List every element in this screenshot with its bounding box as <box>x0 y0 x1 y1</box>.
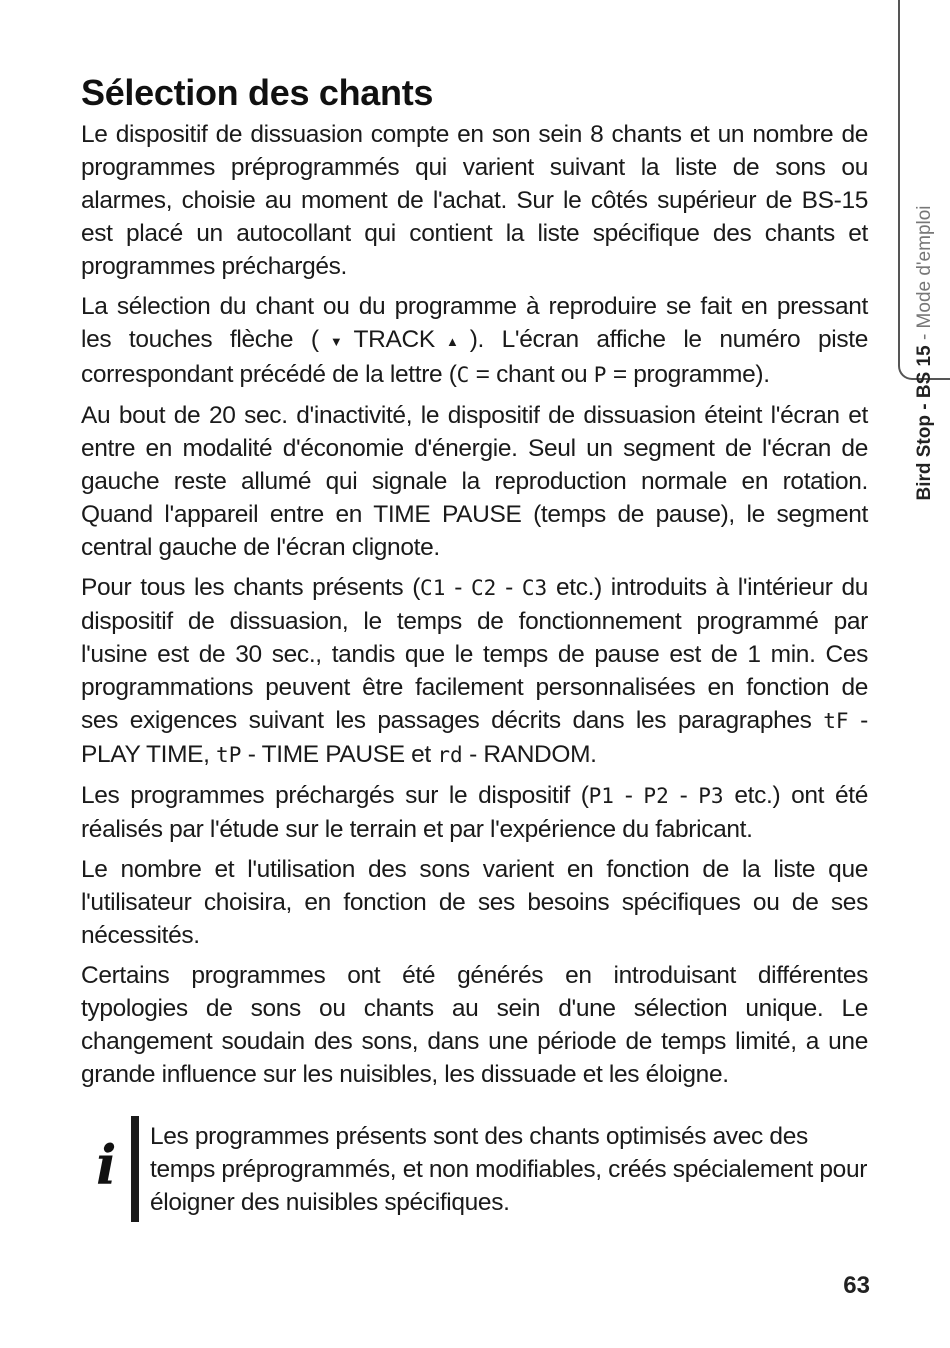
note-bar <box>131 1116 139 1222</box>
segment-c1: C1 <box>420 576 446 600</box>
paragraph-usage: Le nombre et l'utilisation des sons varient en fonction de la liste que l'utilisateur choisira, en fonction de ses besoins spécifiques ou de ses nécessités. <box>81 856 868 949</box>
paragraph-intro: Le dispositif de dissuasion compte en son sein 8 chants et un nombre de programmes préprogrammés qui varient suivant la liste de sons ou alarmes, choisie au moment de l'achat. Sur le côtés supérieur de BS-15 est placé un autocollant qui contient la liste spécifique des chants et programmes préchargés. <box>81 121 868 280</box>
segment-c: C <box>456 363 470 387</box>
paragraph-inactivity: Au bout de 20 sec. d'inactivité, le dispositif de dissuasion éteint l'écran et entre en modalité d'économie d'énergie. Seul un segment de l'écran de gauche reste allumé qui signale la reproduction normale en rotation. Quand l'appareil entre en TIME PAUSE (temps de pause), le segment central gauche de l'écran clignote. <box>81 402 868 561</box>
note-text: Les programmes présents sont des chants optimisés avec des temps préprogrammés, et non modifiables, créés spécialement pour éloigner des nuisibles spécifiques. <box>150 1123 868 1216</box>
segment-p3: P3 <box>698 784 724 808</box>
track-label: TRACK <box>353 326 435 353</box>
info-note <box>96 1116 876 1222</box>
text: = programme). <box>606 361 770 388</box>
segment-tp: tP <box>216 743 242 767</box>
text: - TIME PAUSE et <box>241 741 438 768</box>
text: La sélection du chant ou du programme à reproduire se fait en pressant les touches flèche ( <box>81 293 868 353</box>
separator: - <box>496 574 522 601</box>
text: etc.) introduits à l'intérieur du dispositif de dissuasion, le temps de fonctionnement programmé par l'usine est de 30 sec., tandis que le temps de pause est de 1 min. Ces programmations peuvent être facilement personnalisées en fonction de ses exigences suivant les passages décrits dans les paragraphes <box>81 574 868 734</box>
separator: - <box>668 782 699 809</box>
segment-c3: C3 <box>521 576 548 600</box>
separator: - <box>613 782 644 809</box>
page-title: Sélection des chants <box>81 72 434 113</box>
separator: - <box>445 574 471 601</box>
text: - RANDOM. <box>462 741 597 768</box>
side-tab <box>898 0 950 501</box>
segment-p2: P2 <box>643 784 669 808</box>
paragraph-typologies: Certains programmes ont été générés en introduisant différentes typologies de sons ou chants au sein d'une sélection unique. Le changement soudain des sons, dans une période de temps limité, a une grande influence sur les nuisibles, les dissuade et les éloigne. <box>81 962 868 1088</box>
text: - PLAY TIME, <box>81 707 868 768</box>
arrow-up-icon: ▲ <box>434 334 470 349</box>
segment-p1: P1 <box>588 784 614 808</box>
info-icon: i <box>96 1133 117 1197</box>
text: etc.) ont été réalisés par l'étude sur le terrain et par l'expérience du fabricant. <box>81 782 868 843</box>
text: = chant ou <box>469 361 594 388</box>
side-tab-brand: Bird Stop - BS 15 <box>914 345 935 501</box>
text: ). L'écran affiche le numéro piste correspondant précédé de la lettre ( <box>81 326 868 388</box>
segment-rd: rd <box>437 743 463 767</box>
page-number: 63 <box>843 1272 870 1299</box>
segment-tf: tF <box>823 709 849 733</box>
paragraph-selection <box>81 290 868 392</box>
text: Les programmes préchargés sur le dispositif ( <box>81 782 589 809</box>
main-content <box>81 72 868 1098</box>
segment-c2: C2 <box>470 576 497 600</box>
arrow-down-icon: ▼ <box>318 334 354 349</box>
paragraph-programs <box>81 779 868 846</box>
text: Pour tous les chants présents ( <box>81 574 421 601</box>
paragraph-chants <box>81 571 868 772</box>
segment-p: P <box>593 363 607 387</box>
side-tab-section: - Mode d'emploi <box>914 205 935 346</box>
